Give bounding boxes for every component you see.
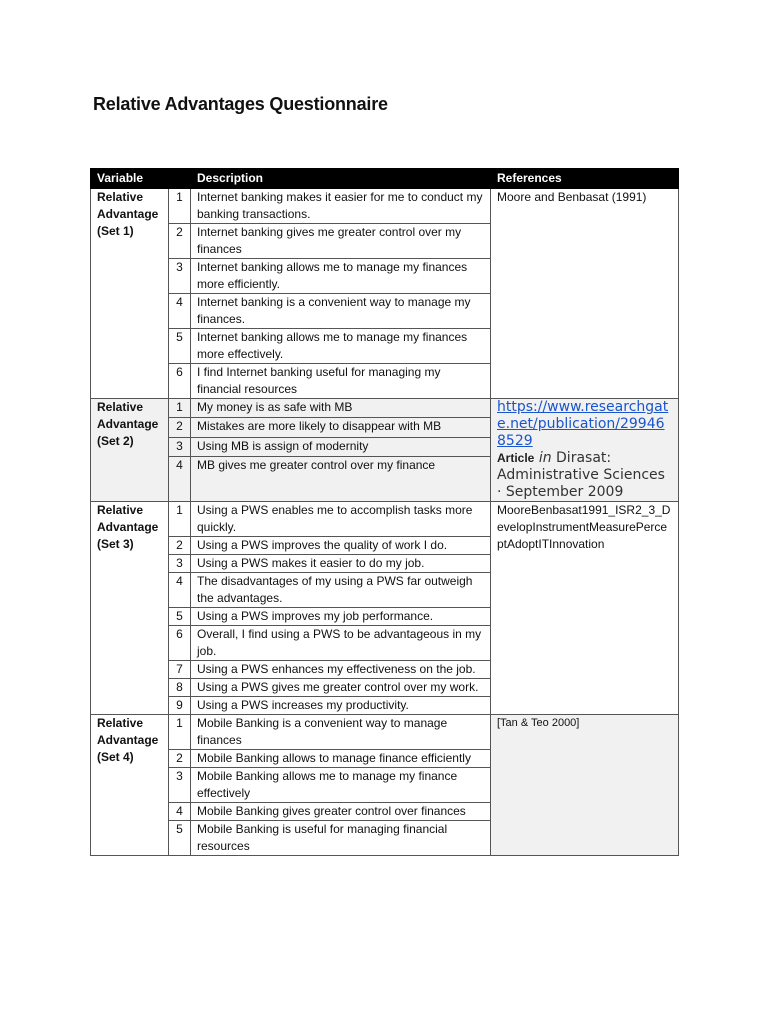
questionnaire-table xyxy=(90,168,679,856)
item-description: Mobile Banking is a convenient way to manage finances xyxy=(191,715,491,750)
variable-cell-set-1: Relative Advantage (Set 1) xyxy=(91,189,169,399)
item-description: Using a PWS gives me greater control over my work. xyxy=(191,679,491,697)
item-description: Internet banking is a convenient way to manage my finances. xyxy=(191,294,491,329)
item-description: Mistakes are more likely to disappear with MB xyxy=(191,418,491,437)
item-description: Mobile Banking allows me to manage my finance effectively xyxy=(191,768,491,803)
variable-cell-set-4: Relative Advantage (Set 4) xyxy=(91,715,169,856)
reference-link[interactable]: https://www.researchgate.net/publication/299468529 xyxy=(497,399,669,449)
table-row xyxy=(91,399,679,418)
item-number: 5 xyxy=(169,329,191,364)
page-title: Relative Advantages Questionnaire xyxy=(93,94,388,114)
table-row xyxy=(91,189,679,224)
item-number: 1 xyxy=(169,189,191,224)
reference-cell-set-4: [Tan & Teo 2000] xyxy=(491,715,679,856)
variable-cell-set-3: Relative Advantage (Set 3) xyxy=(91,502,169,715)
reference-cell-set-2 xyxy=(491,399,679,502)
table-row xyxy=(91,715,679,750)
item-description: Internet banking makes it easier for me to conduct my banking transactions. xyxy=(191,189,491,224)
item-number: 7 xyxy=(169,661,191,679)
reference-source: Dirasat: Administrative Sciences · September 2009 xyxy=(497,450,665,500)
item-description: Internet banking allows me to manage my finances more effectively. xyxy=(191,329,491,364)
header-description: Description xyxy=(191,169,491,189)
item-description: Internet banking gives me greater control over my finances xyxy=(191,224,491,259)
header-variable: Variable xyxy=(91,169,169,189)
variable-cell-set-2: Relative Advantage (Set 2) xyxy=(91,399,169,502)
item-description: The disadvantages of my using a PWS far outweigh the advantages. xyxy=(191,573,491,608)
item-number: 4 xyxy=(169,803,191,821)
item-description: Internet banking allows me to manage my finances more efficiently. xyxy=(191,259,491,294)
item-number: 3 xyxy=(169,437,191,456)
item-number: 6 xyxy=(169,626,191,661)
item-number: 5 xyxy=(169,608,191,626)
item-number: 3 xyxy=(169,555,191,573)
item-number: 1 xyxy=(169,399,191,418)
item-description: MB gives me greater control over my finance xyxy=(191,457,491,502)
item-description: Using MB is assign of modernity xyxy=(191,437,491,456)
reference-cell-set-1: Moore and Benbasat (1991) xyxy=(491,189,679,399)
reference-cell-set-3: MooreBenbasat1991_ISR2_3_DevelopInstrumentMeasurePerceptAdoptITInnovation xyxy=(491,502,679,715)
item-number: 4 xyxy=(169,294,191,329)
item-number: 2 xyxy=(169,418,191,437)
item-number: 2 xyxy=(169,750,191,768)
item-description: Mobile Banking allows to manage finance efficiently xyxy=(191,750,491,768)
item-number: 3 xyxy=(169,768,191,803)
item-description: Mobile Banking gives greater control over finances xyxy=(191,803,491,821)
reference-article-label: Article xyxy=(497,451,535,465)
item-description: Using a PWS improves my job performance. xyxy=(191,608,491,626)
header-number xyxy=(169,169,191,189)
item-number: 4 xyxy=(169,573,191,608)
item-number: 8 xyxy=(169,679,191,697)
item-description: My money is as safe with MB xyxy=(191,399,491,418)
item-number: 5 xyxy=(169,821,191,856)
item-number: 1 xyxy=(169,715,191,750)
reference-in-label: in xyxy=(538,450,552,466)
item-description: Overall, I find using a PWS to be advantageous in my job. xyxy=(191,626,491,661)
table-row xyxy=(91,502,679,537)
item-description: Using a PWS increases my productivity. xyxy=(191,697,491,715)
item-description: Using a PWS improves the quality of work I do. xyxy=(191,537,491,555)
item-number: 9 xyxy=(169,697,191,715)
item-number: 2 xyxy=(169,224,191,259)
item-description: Using a PWS enhances my effectiveness on the job. xyxy=(191,661,491,679)
item-description: Using a PWS enables me to accomplish tasks more quickly. xyxy=(191,502,491,537)
header-references: References xyxy=(491,169,679,189)
item-number: 6 xyxy=(169,364,191,399)
item-description: Using a PWS makes it easier to do my job. xyxy=(191,555,491,573)
table-header-row xyxy=(91,169,679,189)
item-number: 4 xyxy=(169,457,191,502)
item-number: 3 xyxy=(169,259,191,294)
item-description: I find Internet banking useful for managing my financial resources xyxy=(191,364,491,399)
item-description: Mobile Banking is useful for managing financial resources xyxy=(191,821,491,856)
item-number: 2 xyxy=(169,537,191,555)
item-number: 1 xyxy=(169,502,191,537)
